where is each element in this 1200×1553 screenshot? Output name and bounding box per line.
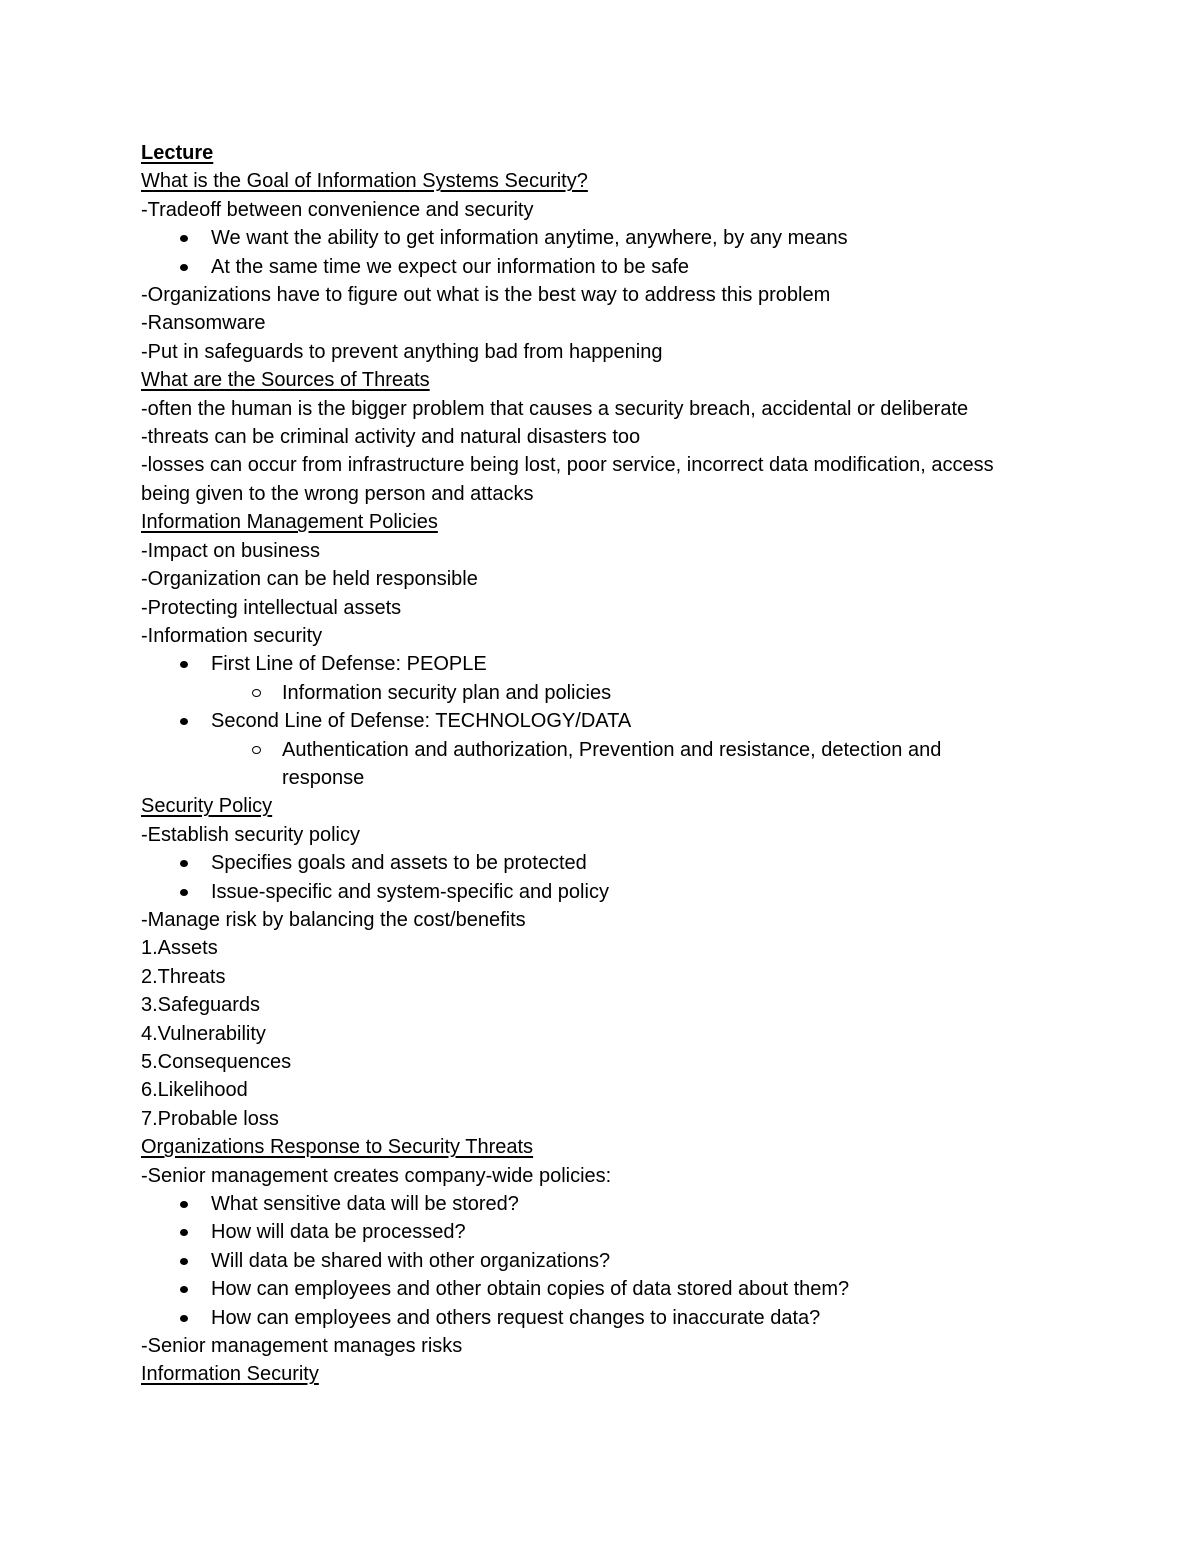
bullet-list <box>141 224 1061 281</box>
document-title: Lecture <box>141 142 214 164</box>
bullet-item: How will data be processed? <box>141 1218 1061 1246</box>
numbered-item: 4.Vulnerability <box>141 1022 266 1045</box>
bullet-item: Second Line of Defense: TECHNOLOGY/DATA <box>141 707 1061 735</box>
text-line: -Establish security policy <box>141 823 360 846</box>
text-line: -Senior management creates company-wide policies: <box>141 1164 612 1187</box>
text-line: -threats can be criminal activity and natural disasters too <box>141 426 641 449</box>
bullet-item: At the same time we expect our information to be safe <box>141 253 1061 281</box>
bullet-item: We want the ability to get information anytime, anywhere, by any means <box>141 224 1061 252</box>
heading-security-policy: Security Policy <box>141 795 273 818</box>
text-line: -Manage risk by balancing the cost/benefits <box>141 908 526 931</box>
defense-list <box>141 650 1061 792</box>
text-paragraph: -losses can occur from infrastructure being lost, poor service, incorrect data modification, access being given to the wrong person and attacks <box>141 454 994 505</box>
heading-policies: Information Management Policies <box>141 511 438 534</box>
bullet-item: Will data be shared with other organizations? <box>141 1247 1061 1275</box>
text-line: -Organization can be held responsible <box>141 568 478 591</box>
numbered-item: 6.Likelihood <box>141 1079 248 1102</box>
bullet-item: How can employees and others request changes to inaccurate data? <box>141 1304 1061 1332</box>
numbered-item: 5.Consequences <box>141 1051 292 1073</box>
text-line: -Organizations have to figure out what is the best way to address this problem <box>141 284 831 307</box>
document-body <box>141 139 1061 1389</box>
bullet-item: First Line of Defense: PEOPLE <box>141 650 1061 678</box>
heading-goal: What is the Goal of Information Systems Security? <box>141 170 588 193</box>
numbered-item: 2.Threats <box>141 965 226 988</box>
text-line: -often the human is the bigger problem that causes a security breach, accidental or deliberate <box>141 397 969 420</box>
bullet-item: How can employees and other obtain copies of data stored about them? <box>141 1275 1061 1303</box>
text-line: -Ransomware <box>141 312 266 335</box>
text-line: -Information security <box>141 624 323 647</box>
numbered-item: 1.Assets <box>141 937 218 960</box>
numbered-item: 3.Safeguards <box>141 994 260 1017</box>
bullet-item: Specifies goals and assets to be protected <box>141 849 1061 877</box>
text-line: -Tradeoff between convenience and security <box>141 198 534 221</box>
text-line: -Put in safeguards to prevent anything bad from happening <box>141 340 663 363</box>
bullet-item: What sensitive data will be stored? <box>141 1190 1061 1218</box>
bullet-list <box>141 1190 1061 1332</box>
bullet-list <box>141 849 1061 906</box>
sub-bullet-item: Authentication and authorization, Prevention and resistance, detection and response <box>141 736 1022 793</box>
sub-bullet-item: Information security plan and policies <box>141 679 1061 707</box>
heading-information-security: Information Security <box>141 1363 319 1386</box>
text-line: -Senior management manages risks <box>141 1335 463 1358</box>
heading-response: Organizations Response to Security Threats <box>141 1136 534 1159</box>
heading-threats: What are the Sources of Threats <box>141 369 430 392</box>
text-line: -Protecting intellectual assets <box>141 596 402 619</box>
text-line: -Impact on business <box>141 539 320 562</box>
numbered-item: 7.Probable loss <box>141 1107 279 1130</box>
bullet-item: Issue-specific and system-specific and policy <box>141 878 1061 906</box>
